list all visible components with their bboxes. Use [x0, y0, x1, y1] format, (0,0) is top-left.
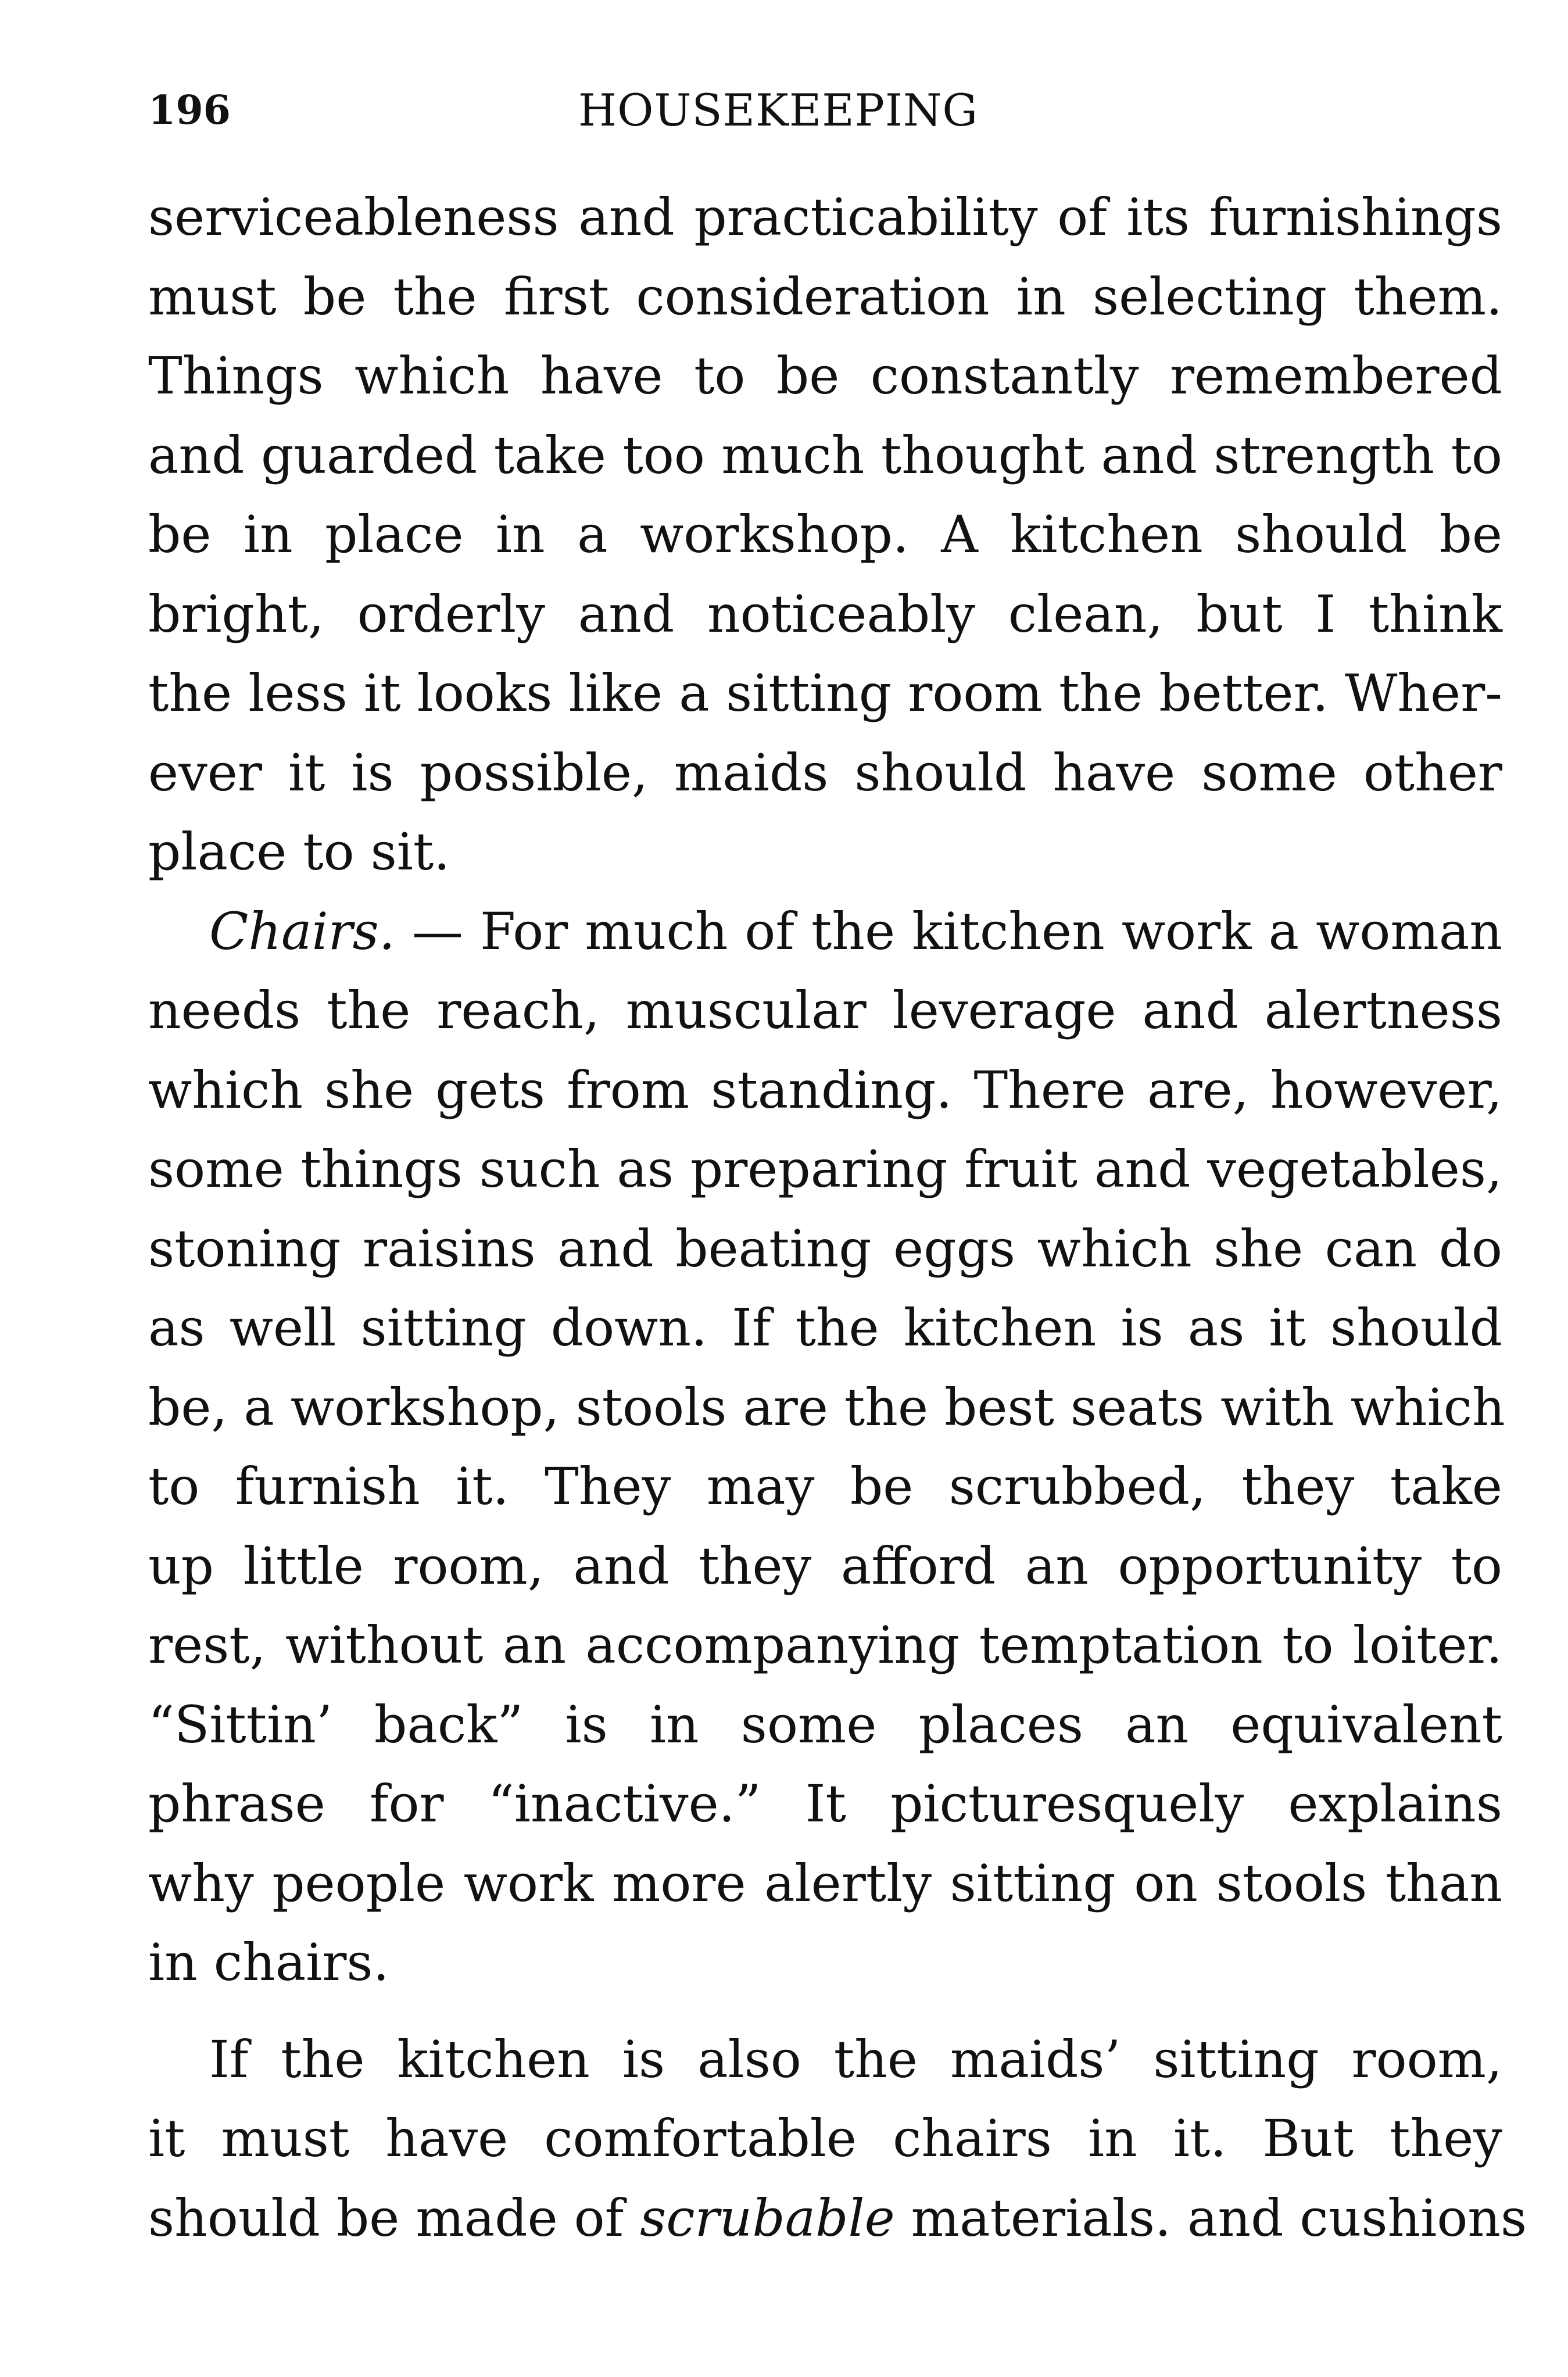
text-line: ever it is possible, maids should have some other: [148, 742, 1502, 803]
text-line: bright, orderly and noticeably clean, but I think: [148, 583, 1502, 644]
text-line: which she gets from standing. There are, however,: [148, 1059, 1502, 1120]
text-line: the less it looks like a sitting room the better. Wher-: [148, 663, 1502, 723]
text-line: must be the first consideration in selecting them.: [148, 266, 1502, 327]
text-line: it must have comfortable chairs in it. But they: [148, 2108, 1502, 2168]
running-head: [148, 84, 1504, 151]
text-line: If the kitchen is also the maids’ sitting room,: [209, 2029, 1502, 2089]
text-line: should be made of scrubable materials. and cushions: [148, 2188, 1527, 2248]
text-line: rest, without an accompanying temptation to loiter.: [148, 1615, 1502, 1675]
text-line: stoning raisins and beating eggs which she can do: [148, 1218, 1502, 1279]
emphasis-scrubable: scrubable: [640, 2188, 895, 2248]
text-line: phrase for “inactive.” It picturesquely explains: [148, 1774, 1502, 1834]
text-line: to furnish it. They may be scrubbed, they take: [148, 1456, 1502, 1516]
paragraph-end-line: place to sit.: [148, 822, 450, 882]
text-line: serviceableness and practicability of its furnishings: [148, 187, 1502, 247]
text-line: be, a workshop, stools are the best seats with which: [148, 1377, 1505, 1437]
text-line: Things which have to be constantly remembered: [148, 346, 1502, 406]
text-line: be in place in a workshop. A kitchen should be: [148, 504, 1502, 564]
text-line: up little room, and they afford an opportunity to: [148, 1535, 1502, 1596]
page-number: 196: [148, 87, 231, 134]
text-line: why people work more alertly sitting on stools than: [148, 1853, 1502, 1913]
running-title: HOUSEKEEPING: [578, 84, 979, 136]
text-line: “Sittin’ back” is in some places an equivalent: [148, 1694, 1502, 1755]
text-line: needs the reach, muscular leverage and alertness: [148, 980, 1502, 1040]
text-line: some things such as preparing fruit and vegetables,: [148, 1139, 1502, 1199]
text-line: as well sitting down. If the kitchen is as it should: [148, 1298, 1502, 1358]
section-heading-chairs: Chairs.: [209, 901, 395, 961]
paragraph-end-line: in chairs.: [148, 1932, 389, 1992]
text-line: and guarded take too much thought and strength to: [148, 425, 1502, 485]
text-line: Chairs. — For much of the kitchen work a woman: [209, 901, 1502, 961]
body-text: [148, 178, 1527, 2258]
